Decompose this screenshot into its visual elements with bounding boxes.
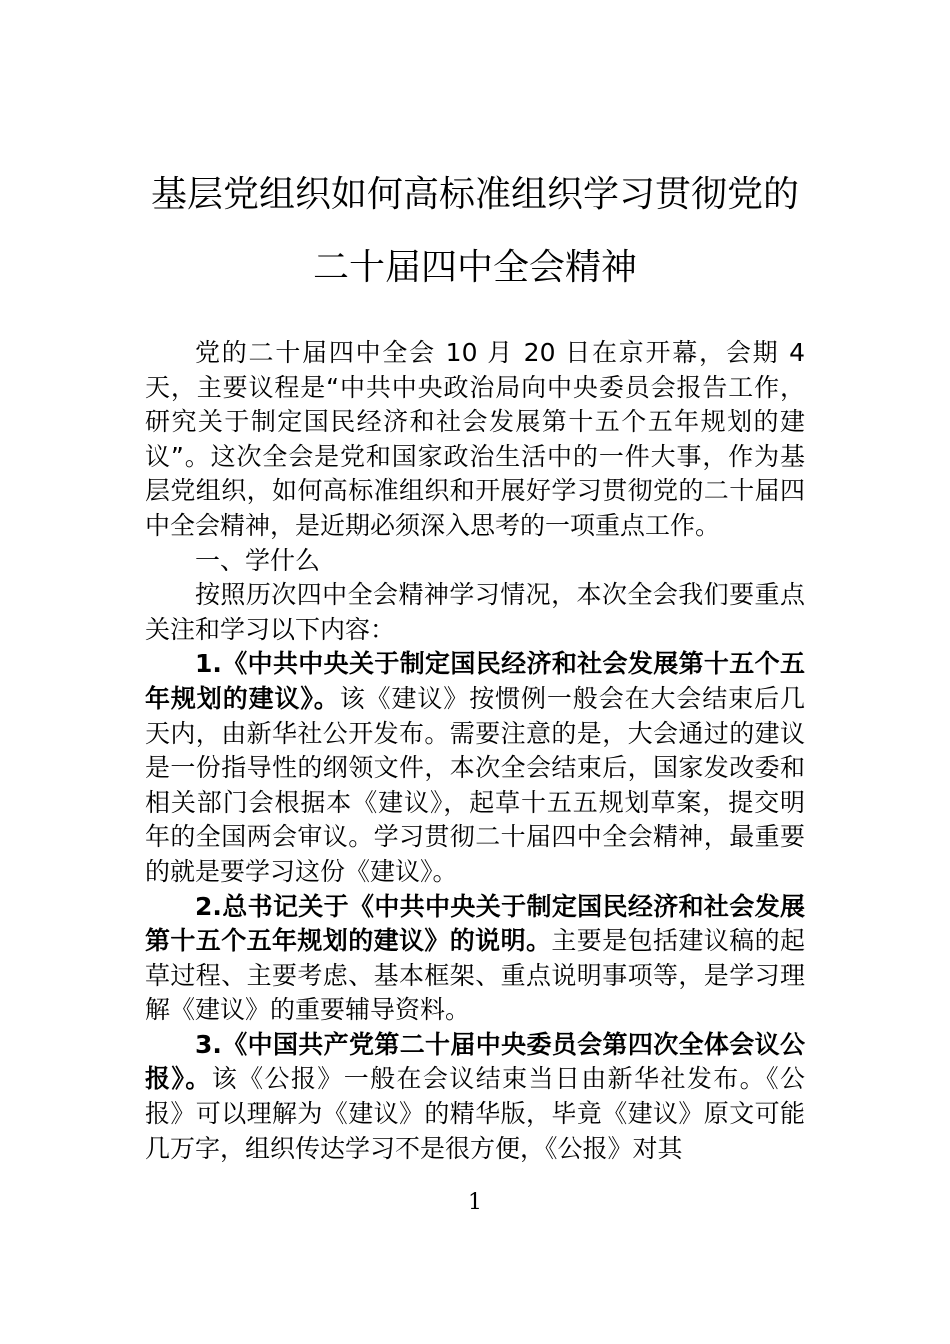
list-item-text: 主要是包括建议稿的起草过程、主要考虑、基本框架、重点说明事项等，是学习理解《建议》的重要辅导资料。	[145, 926, 805, 1025]
list-item-heading: 2.总书记关于《中共中央关于制定国民经济和社会发展第十五个五年规划的建议》的说明。	[145, 891, 805, 956]
list-item	[145, 890, 805, 1028]
list-item-text: 该《公报》一般在会议结束当日由新华社发布。《公报》可以理解为《建议》的精华版，毕竟《建议》原文可能几万字，组织传达学习不是很方便，《公报》对其	[145, 1064, 805, 1163]
intro-paragraph: 党的二十届四中全会 10 月 20 日在京开幕，会期 4 天，主要议程是“中共中央政治局向中央委员会报告工作，研究关于制定国民经济和社会发展第十五个五年规划的建议”。这次全会是党和国家政治生活中的一件大事，作为基层党组织，如何高标准组织和开展好学习贯彻党的二十届四中全会精神，是近期必须深入思考的一项重点工作。	[145, 338, 805, 540]
list-item-text: 该《建议》按惯例一般会在大会结束后几天内，由新华社公开发布。需要注意的是，大会通过的建议是一份指导性的纲领文件，本次全会结束后，国家发改委和相关部门会根据本《建议》，起草十五五规划草案，提交明年的全国两会审议。学习贯彻二十届四中全会精神，最重要的就是要学习这份《建议》。	[145, 683, 805, 886]
document-body	[145, 336, 805, 1166]
list-item-heading: 3.《中国共产党第二十届中央委员会第四次全体会议公报》。	[145, 1029, 805, 1094]
document-title-line-2: 二十届四中全会精神	[312, 247, 637, 288]
list-item-heading: 1.《中共中央关于制定国民经济和社会发展第十五个五年规划的建议》。	[145, 649, 805, 713]
section-heading: 一、学什么	[195, 545, 321, 575]
page-number: 1	[468, 1190, 482, 1215]
list-item	[145, 647, 805, 889]
document-title-line-1: 基层党组织如何高标准组织学习贯彻党的	[150, 174, 799, 215]
list-item	[145, 1028, 805, 1166]
section-intro-paragraph: 按照历次四中全会精神学习情况，本次全会我们要重点关注和学习以下内容：	[145, 580, 805, 644]
